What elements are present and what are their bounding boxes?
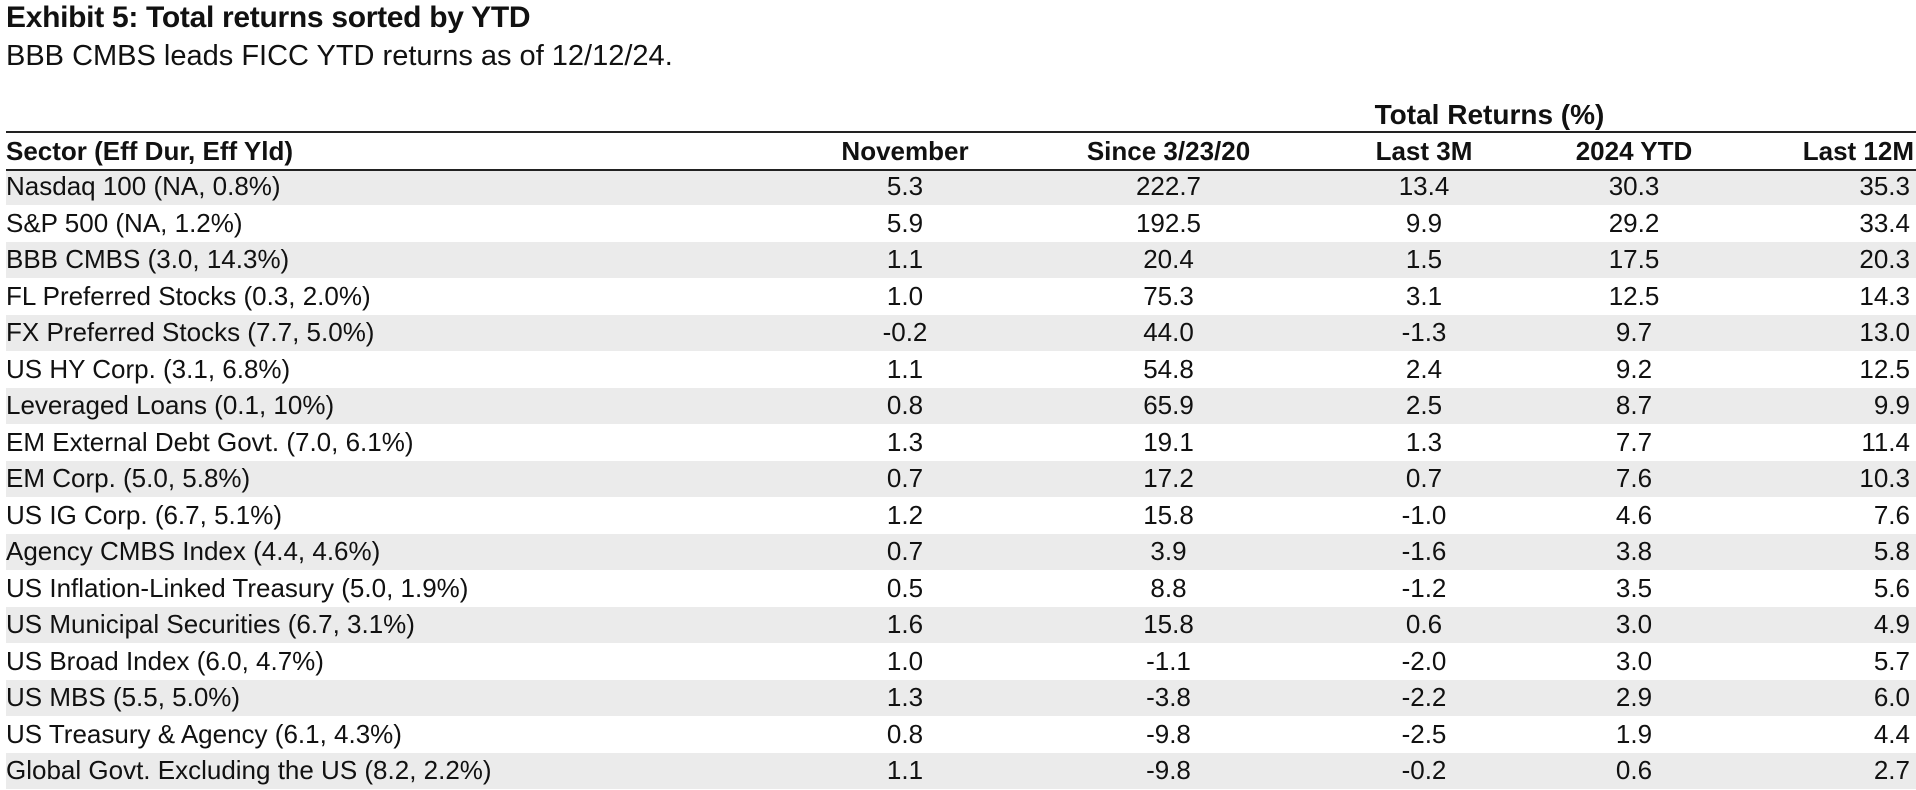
cell-last-3m: 2.5 — [1316, 388, 1532, 425]
cell-last-12m: 2.7 — [1736, 753, 1916, 790]
cell-since-3-23-20: -9.8 — [1021, 753, 1316, 790]
table-row — [6, 534, 1916, 571]
cell-last-12m: 7.6 — [1736, 497, 1916, 534]
cell-last-3m: 13.4 — [1316, 169, 1532, 205]
cell-2024-ytd: 9.7 — [1532, 315, 1736, 352]
cell-sector: EM External Debt Govt. (7.0, 6.1%) — [6, 424, 789, 461]
cell-sector: S&P 500 (NA, 1.2%) — [6, 205, 789, 242]
cell-last-3m: -1.3 — [1316, 315, 1532, 352]
cell-2024-ytd: 0.6 — [1532, 753, 1736, 790]
cell-november: -0.2 — [789, 315, 1021, 352]
cell-last-3m: 0.7 — [1316, 461, 1532, 498]
cell-since-3-23-20: 54.8 — [1021, 351, 1316, 388]
returns-table — [6, 133, 1916, 790]
cell-2024-ytd: 2.9 — [1532, 680, 1736, 717]
cell-november: 5.3 — [789, 169, 1021, 205]
cell-2024-ytd: 29.2 — [1532, 205, 1736, 242]
cell-since-3-23-20: 65.9 — [1021, 388, 1316, 425]
cell-since-3-23-20: 20.4 — [1021, 242, 1316, 279]
header-bottom-rule — [6, 169, 1916, 171]
cell-since-3-23-20: 15.8 — [1021, 607, 1316, 644]
cell-november: 1.0 — [789, 278, 1021, 315]
table-row — [6, 388, 1916, 425]
cell-last-12m: 4.4 — [1736, 716, 1916, 753]
cell-november: 1.3 — [789, 680, 1021, 717]
table-row — [6, 607, 1916, 644]
cell-since-3-23-20: -3.8 — [1021, 680, 1316, 717]
table-row — [6, 242, 1916, 279]
table-row — [6, 169, 1916, 205]
cell-last-12m: 4.9 — [1736, 607, 1916, 644]
cell-since-3-23-20: 19.1 — [1021, 424, 1316, 461]
cell-since-3-23-20: 17.2 — [1021, 461, 1316, 498]
cell-sector: US Inflation-Linked Treasury (5.0, 1.9%) — [6, 570, 789, 607]
cell-last-12m: 10.3 — [1736, 461, 1916, 498]
cell-november: 0.8 — [789, 388, 1021, 425]
cell-sector: Agency CMBS Index (4.4, 4.6%) — [6, 534, 789, 571]
cell-last-3m: 1.3 — [1316, 424, 1532, 461]
cell-2024-ytd: 3.0 — [1532, 643, 1736, 680]
cell-2024-ytd: 8.7 — [1532, 388, 1736, 425]
cell-2024-ytd: 17.5 — [1532, 242, 1736, 279]
cell-2024-ytd: 9.2 — [1532, 351, 1736, 388]
table-row — [6, 570, 1916, 607]
table-row — [6, 278, 1916, 315]
cell-sector: US Municipal Securities (6.7, 3.1%) — [6, 607, 789, 644]
cell-november: 0.7 — [789, 534, 1021, 571]
cell-since-3-23-20: -9.8 — [1021, 716, 1316, 753]
cell-last-12m: 5.6 — [1736, 570, 1916, 607]
cell-sector: US Broad Index (6.0, 4.7%) — [6, 643, 789, 680]
cell-last-3m: -2.5 — [1316, 716, 1532, 753]
cell-sector: FL Preferred Stocks (0.3, 2.0%) — [6, 278, 789, 315]
cell-2024-ytd: 3.8 — [1532, 534, 1736, 571]
cell-since-3-23-20: 192.5 — [1021, 205, 1316, 242]
cell-last-3m: -1.6 — [1316, 534, 1532, 571]
table-row — [6, 205, 1916, 242]
table-row — [6, 351, 1916, 388]
cell-sector: Global Govt. Excluding the US (8.2, 2.2%) — [6, 753, 789, 790]
cell-last-3m: 9.9 — [1316, 205, 1532, 242]
cell-last-12m: 14.3 — [1736, 278, 1916, 315]
column-header-last-3m: Last 3M — [1375, 135, 1473, 166]
cell-last-12m: 33.4 — [1736, 205, 1916, 242]
cell-sector: US Treasury & Agency (6.1, 4.3%) — [6, 716, 789, 753]
exhibit-title: Exhibit 5: Total returns sorted by YTD — [6, 1, 531, 34]
cell-since-3-23-20: 44.0 — [1021, 315, 1316, 352]
total-returns-group-header: Total Returns (%) — [1374, 99, 1605, 130]
cell-sector: Nasdaq 100 (NA, 0.8%) — [6, 169, 789, 205]
cell-november: 1.1 — [789, 242, 1021, 279]
exhibit-subtitle: BBB CMBS leads FICC YTD returns as of 12/12/24. — [6, 40, 673, 72]
cell-last-12m: 5.7 — [1736, 643, 1916, 680]
cell-last-3m: -1.0 — [1316, 497, 1532, 534]
cell-2024-ytd: 3.5 — [1532, 570, 1736, 607]
table-row — [6, 315, 1916, 352]
cell-november: 0.8 — [789, 716, 1021, 753]
column-header-2024-ytd: 2024 YTD — [1575, 135, 1693, 166]
cell-since-3-23-20: 15.8 — [1021, 497, 1316, 534]
cell-last-3m: 3.1 — [1316, 278, 1532, 315]
cell-sector: US IG Corp. (6.7, 5.1%) — [6, 497, 789, 534]
cell-last-12m: 13.0 — [1736, 315, 1916, 352]
cell-since-3-23-20: 75.3 — [1021, 278, 1316, 315]
cell-last-3m: -2.2 — [1316, 680, 1532, 717]
column-header-last-12m: Last 12M — [1802, 135, 1914, 166]
column-header-since: Since 3/23/20 — [1086, 135, 1251, 166]
cell-last-3m: 1.5 — [1316, 242, 1532, 279]
table-row — [6, 424, 1916, 461]
cell-2024-ytd: 3.0 — [1532, 607, 1736, 644]
table-row — [6, 461, 1916, 498]
cell-last-3m: -1.2 — [1316, 570, 1532, 607]
cell-november: 0.5 — [789, 570, 1021, 607]
cell-since-3-23-20: 3.9 — [1021, 534, 1316, 571]
table-row — [6, 753, 1916, 790]
cell-november: 1.6 — [789, 607, 1021, 644]
cell-last-3m: -0.2 — [1316, 753, 1532, 790]
cell-last-12m: 9.9 — [1736, 388, 1916, 425]
cell-2024-ytd: 12.5 — [1532, 278, 1736, 315]
column-header-november: November — [841, 135, 969, 166]
cell-november: 1.2 — [789, 497, 1021, 534]
cell-last-12m: 6.0 — [1736, 680, 1916, 717]
cell-last-3m: 2.4 — [1316, 351, 1532, 388]
cell-november: 1.0 — [789, 643, 1021, 680]
cell-2024-ytd: 1.9 — [1532, 716, 1736, 753]
cell-2024-ytd: 4.6 — [1532, 497, 1736, 534]
cell-last-12m: 20.3 — [1736, 242, 1916, 279]
cell-2024-ytd: 30.3 — [1532, 169, 1736, 205]
cell-last-12m: 35.3 — [1736, 169, 1916, 205]
cell-sector: Leveraged Loans (0.1, 10%) — [6, 388, 789, 425]
table-row — [6, 497, 1916, 534]
table-row — [6, 643, 1916, 680]
cell-november: 1.1 — [789, 753, 1021, 790]
cell-last-3m: -2.0 — [1316, 643, 1532, 680]
header-row — [6, 133, 1916, 169]
cell-sector: EM Corp. (5.0, 5.8%) — [6, 461, 789, 498]
column-header-sector: Sector (Eff Dur, Eff Yld) — [6, 135, 293, 166]
cell-2024-ytd: 7.7 — [1532, 424, 1736, 461]
cell-november: 1.1 — [789, 351, 1021, 388]
cell-november: 0.7 — [789, 461, 1021, 498]
cell-november: 5.9 — [789, 205, 1021, 242]
table-row — [6, 680, 1916, 717]
cell-sector: US MBS (5.5, 5.0%) — [6, 680, 789, 717]
cell-sector: US HY Corp. (3.1, 6.8%) — [6, 351, 789, 388]
cell-since-3-23-20: 222.7 — [1021, 169, 1316, 205]
cell-last-12m: 12.5 — [1736, 351, 1916, 388]
cell-since-3-23-20: -1.1 — [1021, 643, 1316, 680]
table-body — [6, 169, 1916, 789]
cell-last-3m: 0.6 — [1316, 607, 1532, 644]
cell-last-12m: 11.4 — [1736, 424, 1916, 461]
cell-sector: FX Preferred Stocks (7.7, 5.0%) — [6, 315, 789, 352]
cell-november: 1.3 — [789, 424, 1021, 461]
table-row — [6, 716, 1916, 753]
cell-sector: BBB CMBS (3.0, 14.3%) — [6, 242, 789, 279]
cell-last-12m: 5.8 — [1736, 534, 1916, 571]
cell-since-3-23-20: 8.8 — [1021, 570, 1316, 607]
cell-2024-ytd: 7.6 — [1532, 461, 1736, 498]
